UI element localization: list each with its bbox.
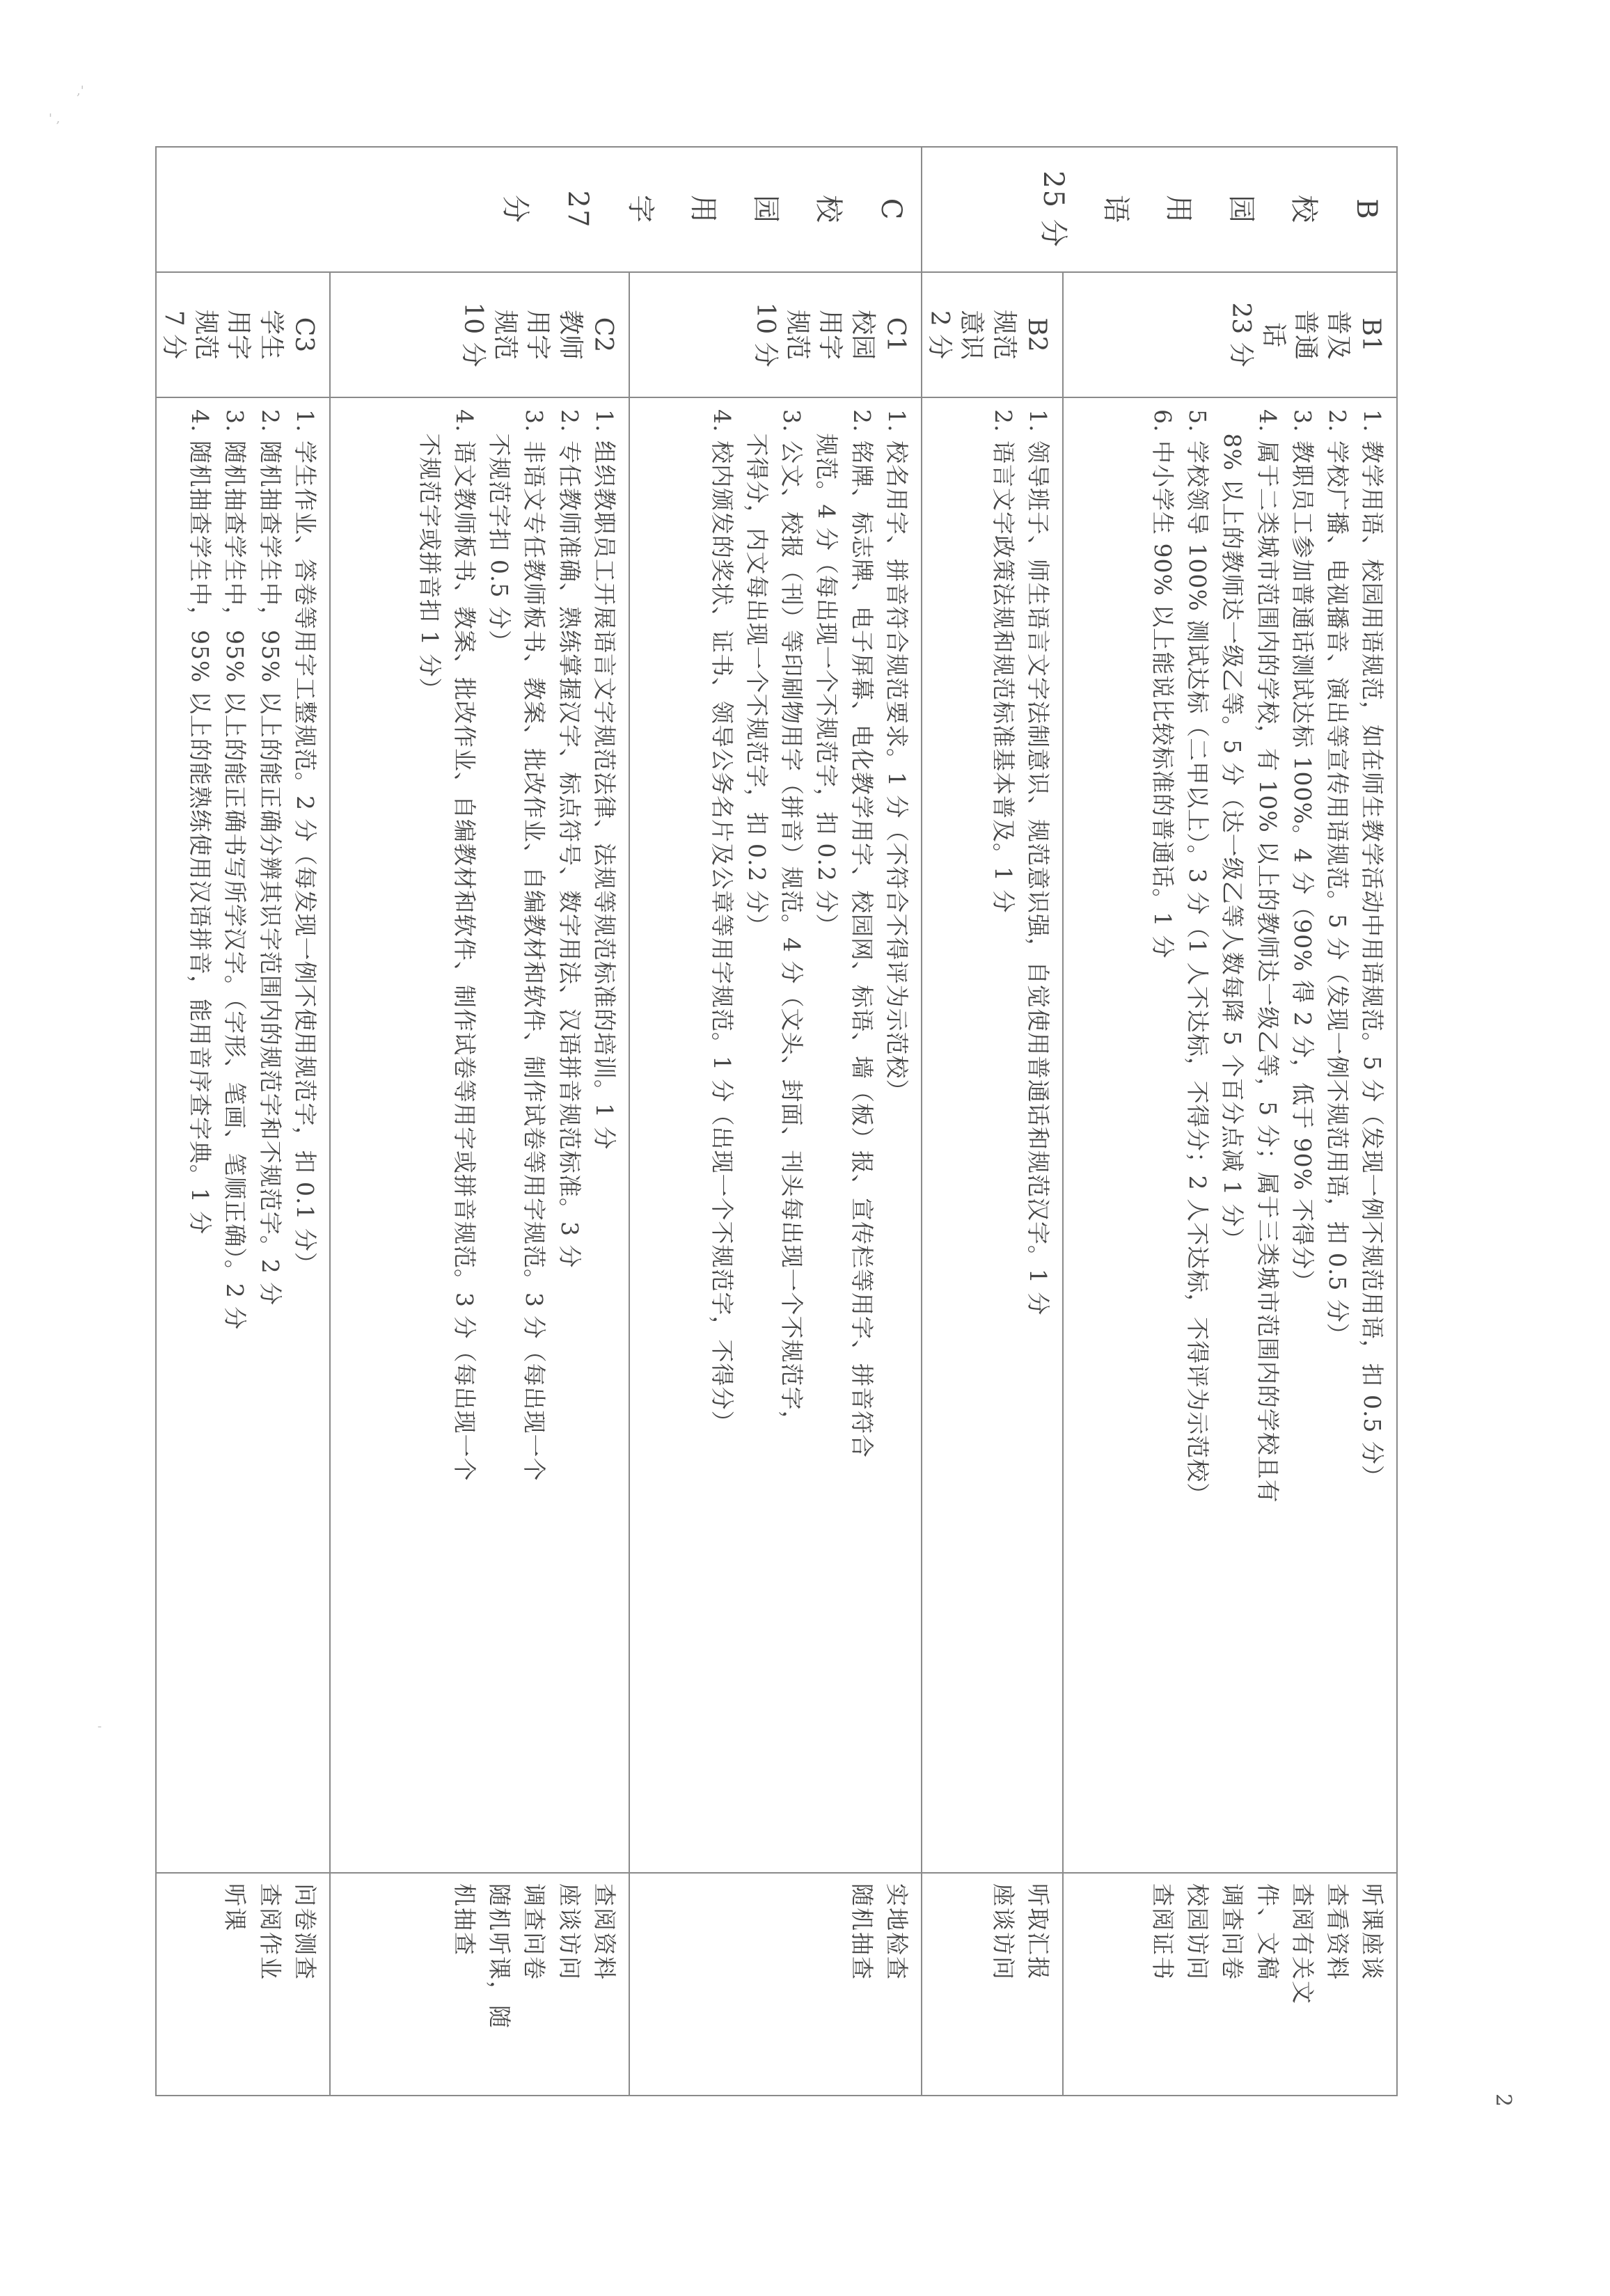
content-line: 1. 领导班子、师生语言文字法制意识、规范意识强，自觉使用普通话和规范汉字。1 分 bbox=[1025, 409, 1052, 1316]
first-column-text: 语 bbox=[1100, 195, 1132, 224]
content-line: 3. 公文、校报（刊）等印刷物用字（拼音）规范。4 分（文头、封面、刊头每出现一个不规范字， bbox=[778, 409, 806, 1434]
scan-mark: ,' bbox=[77, 84, 84, 98]
second-column-text: B2 bbox=[1023, 317, 1051, 352]
first-column-text: 用 bbox=[686, 195, 719, 224]
content-line: 1. 组织教职员工开展语言文字规范法律、法规等规范标准的培训。1 分 bbox=[590, 409, 618, 1150]
content-line: 1. 学生作业、答卷等用字工整规范。2 分（每发现一例不使用规范字，扣 0.1 分） bbox=[291, 409, 319, 1276]
fourth-column-text: 调查问卷 bbox=[521, 1883, 548, 1981]
second-column-text: C3 bbox=[289, 317, 318, 353]
content-line: 4. 语文教师板书、教案、批改作业、自编教材和软件、制作试卷等用字或拼音规范。3 分（每出现一个 bbox=[451, 409, 479, 1482]
first-column-text: 字 bbox=[624, 195, 656, 224]
second-column-text: B1 bbox=[1357, 317, 1385, 352]
content-line: 2. 铭牌、标志牌、电子屏幕、电化教学用字、校园网、标语、墙（板）报、宣传栏等用字、拼音符合 bbox=[848, 409, 876, 1458]
content-line: 3. 非语文专任教师板书、教案、批改作业、自编教材和软件、制作试卷等用字规范。3 分（每出现一个 bbox=[521, 409, 548, 1482]
second-column-text: 话 bbox=[1258, 322, 1288, 347]
second-column-text: 教师 bbox=[556, 309, 585, 360]
second-column-text: 23 分 bbox=[1226, 302, 1255, 367]
second-column-text: 校园 bbox=[849, 309, 878, 360]
content-line: 4. 属于二类城市范围内的学校，有 10% 以上的教师达一级乙等，5 分；属于三类城市范围内的学校且有 bbox=[1254, 409, 1281, 1503]
first-column-text: 园 bbox=[1225, 195, 1257, 224]
fourth-column-text: 问卷测查 bbox=[291, 1883, 319, 1981]
fourth-column-cell bbox=[1063, 1873, 1397, 2096]
second-column-text: 2 分 bbox=[924, 310, 954, 360]
content-cell bbox=[156, 397, 330, 1873]
fourth-column-text: 调查问卷 bbox=[1219, 1883, 1247, 1981]
first-column-text: B bbox=[1350, 198, 1382, 221]
scan-mark: ' , bbox=[49, 111, 61, 126]
first-column-cell bbox=[156, 147, 922, 272]
first-column-text: 校 bbox=[812, 195, 844, 224]
fourth-column-cell bbox=[629, 1873, 922, 2096]
table-row bbox=[922, 147, 1063, 2096]
content-line: 2. 专任教师准确、熟练掌握汉字、标点符号、数字用法、汉语拼音规范标准。3 分 bbox=[555, 409, 583, 1269]
content-line: 不规范字或拼音扣 1 分） bbox=[416, 409, 444, 702]
second-column-text: 普及 bbox=[1324, 309, 1353, 360]
second-column-text: C2 bbox=[588, 317, 617, 353]
fourth-column-cell bbox=[330, 1873, 629, 2096]
content-line: 规范。4 分（每出现一个不规范字，扣 0.2 分） bbox=[813, 409, 841, 937]
second-column-cell bbox=[922, 272, 1063, 397]
second-column-text: 用字 bbox=[224, 309, 253, 360]
content-line: 4. 校内颁发的奖状、证书、领导公务名片及公章等用字规范。1 分（出现一个不规范字，不得分） bbox=[709, 409, 736, 1434]
content-line: 不得分，内文每出现一个不规范字，扣 0.2 分） bbox=[743, 409, 771, 937]
fourth-column-text: 听课座谈 bbox=[1359, 1883, 1386, 1981]
second-column-text: 意识 bbox=[957, 309, 986, 360]
content-cell bbox=[922, 397, 1063, 1873]
first-column-text: 分 bbox=[498, 195, 531, 224]
second-column-text: 规范 bbox=[191, 309, 221, 360]
fourth-column-cell bbox=[156, 1873, 330, 2096]
second-column-cell bbox=[629, 272, 922, 397]
content-line: 2. 学校广播、电视播音、演出等宣传用语规范。5 分（发现一例不规范用语，扣 0.5 分） bbox=[1323, 409, 1351, 1347]
content-line: 5. 学校领导 100% 测试达标（二甲以上）。3 分（1 人不达标，不得分；2 人不达标，不得评为示范校） bbox=[1184, 409, 1212, 1507]
first-column-text: 园 bbox=[749, 195, 782, 224]
second-column-cell bbox=[330, 272, 629, 397]
first-column-text: C bbox=[874, 198, 907, 221]
second-column-cell bbox=[156, 272, 330, 397]
fourth-column-text: 机抽查 bbox=[451, 1883, 479, 1956]
second-column-text: 规范 bbox=[990, 309, 1019, 360]
content-line: 8% 以上的教师达一级乙等。5 分（达一级乙等人数每降 5 个百分点减 1 分） bbox=[1219, 409, 1247, 1251]
fourth-column-text: 随机抽查 bbox=[848, 1883, 876, 1981]
first-column-text: 用 bbox=[1162, 195, 1194, 224]
content-line: 1. 校名用字、拼音符合规范要求。1 分（不符合不得评为示范校） bbox=[883, 409, 910, 1103]
table-row bbox=[1063, 147, 1397, 2096]
content-cell bbox=[629, 397, 922, 1873]
second-column-text: 用字 bbox=[816, 309, 845, 360]
content-line: 2. 随机抽查学生中，95% 以上的能正确分辨其识字范围内的规范字和不规范字。2 分 bbox=[256, 409, 284, 1306]
fourth-column-text: 查阅资料 bbox=[590, 1883, 618, 1981]
content-line: 不规范字扣 0.5 分） bbox=[486, 409, 514, 654]
content-line: 3. 教职员工参加普通话测试达标 100%。4 分（90% 得 2 分，低于 90% 不得分） bbox=[1288, 409, 1316, 1294]
second-column-text: 10 分 bbox=[458, 302, 487, 367]
fourth-column-text: 座谈访问 bbox=[989, 1883, 1017, 1981]
second-column-text: 规范 bbox=[491, 309, 520, 360]
second-column-text: 用字 bbox=[523, 309, 553, 360]
content-line: 2. 语言文字政策法规和规范标准基本普及。1 分 bbox=[989, 409, 1017, 914]
content-line: 4. 随机抽查学生中，95% 以上的能熟练使用汉语拼音，能用音序查字典。1 分 bbox=[187, 409, 214, 1235]
second-column-text: 学生 bbox=[257, 309, 286, 360]
second-column-text: 7 分 bbox=[159, 310, 188, 360]
rotated-document-sheet bbox=[159, 146, 1398, 2095]
table-row bbox=[629, 147, 922, 2096]
table-body bbox=[156, 147, 1397, 2096]
first-column-text: 25 分 bbox=[1037, 171, 1069, 248]
evaluation-standard-table bbox=[155, 146, 1398, 2096]
content-line: 6. 中小学生 90% 以上能说比较标准的普通话。1 分 bbox=[1149, 409, 1177, 959]
fourth-column-text: 件、文稿 bbox=[1254, 1883, 1281, 1981]
table-row bbox=[156, 147, 330, 2096]
first-column-cell bbox=[922, 147, 1397, 272]
fourth-column-text: 听课 bbox=[221, 1883, 249, 1932]
fourth-column-text: 查阅作业 bbox=[256, 1883, 284, 1981]
first-column-text: 校 bbox=[1288, 195, 1320, 224]
second-column-text: C1 bbox=[881, 317, 910, 353]
first-column-text: 27 bbox=[561, 190, 594, 229]
fourth-column-text: 查阅证书 bbox=[1149, 1883, 1177, 1981]
content-line: 3. 随机抽查学生中，95% 以上的能正确书写所学汉字。（字形、笔画、笔顺正确）。2 分 bbox=[221, 409, 249, 1331]
fourth-column-text: 查看资料 bbox=[1323, 1883, 1351, 1981]
page-number: 2 bbox=[1491, 2093, 1516, 2107]
fourth-column-text: 听取汇报 bbox=[1025, 1883, 1052, 1981]
content-cell bbox=[330, 397, 629, 1873]
table-row bbox=[330, 147, 629, 2096]
content-cell bbox=[1063, 397, 1397, 1873]
fourth-column-text: 查阅有关文 bbox=[1288, 1883, 1316, 2005]
second-column-text: 规范 bbox=[783, 309, 812, 360]
fourth-column-text: 随机听课，随 bbox=[486, 1883, 514, 2029]
second-column-text: 普通 bbox=[1291, 309, 1320, 360]
fourth-column-text: 校园访问 bbox=[1184, 1883, 1212, 1981]
scan-mark: - bbox=[97, 1719, 102, 1734]
fourth-column-text: 座谈访问 bbox=[555, 1883, 583, 1981]
fourth-column-cell bbox=[922, 1873, 1063, 2096]
second-column-cell bbox=[1063, 272, 1397, 397]
second-column-text: 10 分 bbox=[750, 302, 780, 367]
fourth-column-text: 实地检查 bbox=[883, 1883, 910, 1981]
content-line: 1. 教学用语、校园用语规范，如在师生教学活动中用语规范。5 分（发现一例不规范用语，扣 0.5 分） bbox=[1359, 409, 1386, 1489]
